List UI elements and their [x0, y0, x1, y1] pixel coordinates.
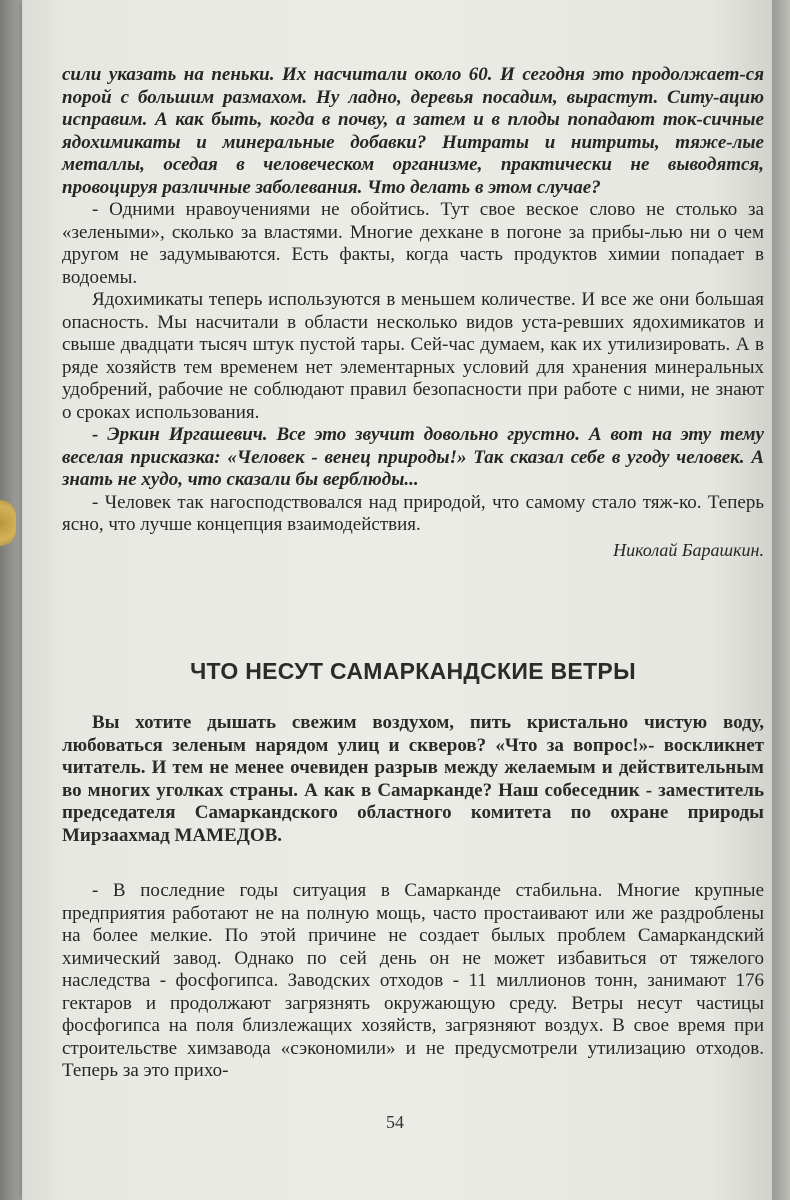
- question-paragraph-2: - Эркин Иргашевич. Все это звучит довольно грустно. А вот на эту тему веселая присказка: «Человек - венец природы!» Так сказал себе в угоду человек. А знать не худо, что сказали бы верблюды...: [62, 424, 764, 490]
- page-number: 54: [386, 1112, 404, 1132]
- answer-paragraph-1: - Одними нравоучениями не обойтись. Тут свое веское слово не столько за «зелеными», сколько за властями. Многие дехкане в погоне за прибы-лью ни о чем другом не задумываются. Есть факты, когда часть продуктов химии попадает в водоемы.: [62, 199, 764, 288]
- question-paragraph-1: сили указать на пеньки. Их насчитали около 60. И сегодня это продолжает-ся порой с большим размахом. Ну ладно, деревья посадим, вырастут. Ситу-ацию исправим. А как быть, когда в почву, а затем и в плоды попадают ток-сичные ядохимикаты и минеральные добавки? Нитраты и нитриты, тяже-лые металлы, оседая в человеческом организме, практически не выводятся, провоцируя различные заболевания. Что делать в этом случае?: [62, 64, 764, 198]
- author-signature: Николай Барашкин.: [613, 539, 764, 560]
- page-right-edge: [772, 0, 790, 1200]
- answer-paragraph-3: - Человек так нагосподствовался над природой, что самому стало тяж-ко. Теперь ясно, что лучше концепция взаимодействия.: [62, 491, 764, 535]
- answer-paragraph-2: Ядохимикаты теперь используются в меньшем количестве. И все же они большая опасность. Мы насчитали в области несколько видов уста-ревших ядохимикатов и свыше двадцати тысяч штук пустой тары. Сей-час думаем, как их утилизировать. А в ряде хозяйств тем временем нет элементарных условий для хранения минеральных удобрений, рабочие не соблюдают правил безопасности при работе с ними, не знают о сроках использования.: [62, 289, 764, 423]
- article-body: [62, 880, 764, 1083]
- article-lead: [62, 712, 764, 847]
- article-title: ЧТО НЕСУТ САМАРКАНДСКИЕ ВЕТРЫ: [190, 658, 636, 684]
- book-spine-edge: [0, 0, 22, 1200]
- article-body-paragraph: - В последние годы ситуация в Самарканде стабильна. Многие крупные предприятия работают не на полную мощь, часто простаивают или же раздроблены на более мелкие. По этой причине не создает былых проблем Самаркандский химический завод. Однако по сей день он не может избавиться от тяжелого наследства - фосфогипса. Заводских отходов - 11 миллионов тонн, занимают 176 гектаров и продолжают загрязнять окружающую среду. Ветры несут частицы фосфогипса на поля близлежащих хозяйств, загрязняют воздух. В свое время при строительстве химзавода «сэкономили» и не предусмотрели утилизацию отходов. Теперь за это прихо-: [62, 880, 764, 1081]
- interview-continuation: [62, 64, 764, 561]
- article-lead-text: Вы хотите дышать свежим воздухом, пить кристально чистую воду, любоваться зеленым нарядом улиц и скверов? «Что за вопрос!»- воскликнет читатель. И тем не менее очевиден разрыв между желаемым и действительным во многих уголках страны. А как в Самарканде? Наш собеседник - заместитель председателя Самаркандского областного комитета по охране природы Мирзаахмад МАМЕДОВ.: [62, 712, 764, 846]
